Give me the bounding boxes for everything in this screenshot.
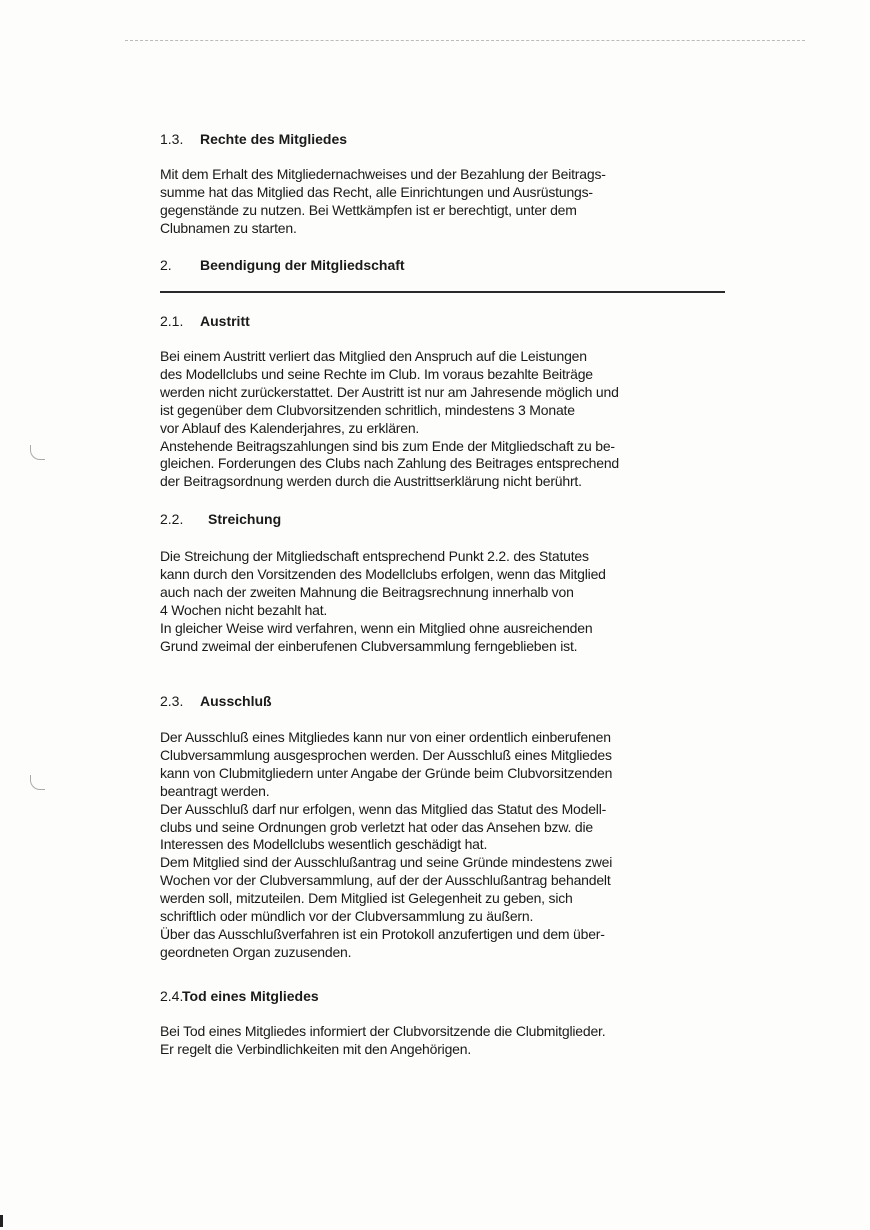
text-line: Interessen des Modellclubs wesentlich geschädigt hat. xyxy=(160,836,488,853)
section-number: 2.3. xyxy=(160,693,184,709)
text-line: Clubnamen zu starten. xyxy=(160,219,297,236)
text-line: Über das Ausschlußverfahren ist ein Protokoll anzufertigen und dem über- xyxy=(160,925,605,942)
section-number: 1.3. xyxy=(160,131,184,147)
section-number: 2.2. xyxy=(160,511,184,527)
text-line: Die Streichung der Mitgliedschaft entsprechend Punkt 2.2. des Statutes xyxy=(160,548,589,564)
text-line: des Modellclubs und seine Rechte im Club. Im voraus bezahlte Beiträge xyxy=(160,365,593,382)
paragraph-2-4 xyxy=(160,1023,605,1059)
text-line: Wochen vor der Clubversammlung, auf der der Ausschlußantrag behandelt xyxy=(160,872,611,889)
section-number: 2.4. xyxy=(160,988,184,1004)
text-line: Grund zweimal der einberufenen Clubversammlung ferngeblieben ist. xyxy=(160,637,578,654)
text-line: Bei einem Austritt verliert das Mitglied den Anspruch auf die Leistungen xyxy=(160,348,587,364)
text-line: auch nach der zweiten Mahnung die Beitragsrechnung innerhalb von xyxy=(160,583,574,600)
text-line: Der Ausschluß darf nur erfolgen, wenn das Mitglied das Statut des Modell- xyxy=(160,800,607,817)
text-line: Der Ausschluß eines Mitgliedes kann nur von einer ordentlich einberufenen xyxy=(160,729,611,745)
text-line: kann von Clubmitgliedern unter Angabe der Gründe beim Clubvorsitzenden xyxy=(160,764,613,781)
paragraph-2-3 xyxy=(160,729,612,962)
heading-2-1 xyxy=(160,313,250,329)
heading-2-3 xyxy=(160,693,272,709)
text-line: clubs und seine Ordnungen grob verletzt hat oder das Ansehen bzw. die xyxy=(160,818,593,835)
paragraph-2-1 xyxy=(160,348,619,491)
text-line: werden soll, mitzuteilen. Dem Mitglied ist Gelegenheit zu geben, sich xyxy=(160,890,573,907)
heading-1-3 xyxy=(160,131,347,147)
paragraph-2-2 xyxy=(160,548,606,655)
section-divider xyxy=(160,291,725,293)
section-title: Rechte des Mitgliedes xyxy=(200,131,348,147)
text-line: schriftlich oder mündlich vor der Clubversammlung zu äußern. xyxy=(160,908,534,925)
text-line: ist gegenüber dem Clubvorsitzenden schritlich, mindestens 3 Monate xyxy=(160,401,575,418)
text-line: kann durch den Vorsitzenden des Modellclubs erfolgen, wenn das Mitglied xyxy=(160,565,606,582)
text-line: Er regelt die Verbindlichkeiten mit den Angehörigen. xyxy=(160,1040,472,1057)
text-line: werden nicht zurückerstattet. Der Austritt ist nur am Jahresende möglich und xyxy=(160,383,619,400)
text-line: summe hat das Mitglied das Recht, alle Einrichtungen und Ausrüstungs- xyxy=(160,183,593,200)
heading-2 xyxy=(160,257,405,273)
paragraph-1-3 xyxy=(160,166,606,238)
section-number: 2.1. xyxy=(160,313,184,329)
text-line: Dem Mitglied sind der Ausschlußantrag und seine Gründe mindestens zwei xyxy=(160,854,613,871)
section-title: Streichung xyxy=(208,511,282,527)
text-line: gleichen. Forderungen des Clubs nach Zahlung des Beitrages entsprechend xyxy=(160,455,619,472)
section-title: Austritt xyxy=(200,313,250,329)
scan-mark xyxy=(0,1215,3,1227)
text-line: Clubversammlung ausgesprochen werden. Der Ausschluß eines Mitgliedes xyxy=(160,746,612,763)
scan-edge-line xyxy=(125,40,805,41)
text-line: Bei Tod eines Mitgliedes informiert der Clubvorsitzende die Clubmitglieder. xyxy=(160,1023,606,1039)
section-title: Beendigung der Mitgliedschaft xyxy=(200,257,405,273)
text-line: 4 Wochen nicht bezahlt hat. xyxy=(160,601,328,618)
text-line: beantragt werden. xyxy=(160,782,270,799)
section-title: Ausschluß xyxy=(200,693,272,709)
punch-hole-mark xyxy=(30,775,45,790)
text-line: gegenstände zu nutzen. Bei Wettkämpfen ist er berechtigt, unter dem xyxy=(160,201,577,218)
text-line: vor Ablauf des Kalenderjahres, zu erklären. xyxy=(160,419,420,436)
text-line: In gleicher Weise wird verfahren, wenn ein Mitglied ohne ausreichenden xyxy=(160,619,593,636)
text-line: Anstehende Beitragszahlungen sind bis zum Ende der Mitgliedschaft zu be- xyxy=(160,437,615,454)
section-title: Tod eines Mitgliedes xyxy=(182,988,319,1004)
section-number: 2. xyxy=(160,257,172,273)
heading-2-4 xyxy=(160,988,319,1004)
text-line: geordneten Organ zuzusenden. xyxy=(160,943,352,960)
text-line: der Beitragsordnung werden durch die Austrittserklärung nicht berührt. xyxy=(160,473,582,490)
text-line: Mit dem Erhalt des Mitgliedernachweises und der Bezahlung der Beitrags- xyxy=(160,166,606,182)
punch-hole-mark xyxy=(30,445,45,460)
heading-2-2 xyxy=(160,511,281,527)
